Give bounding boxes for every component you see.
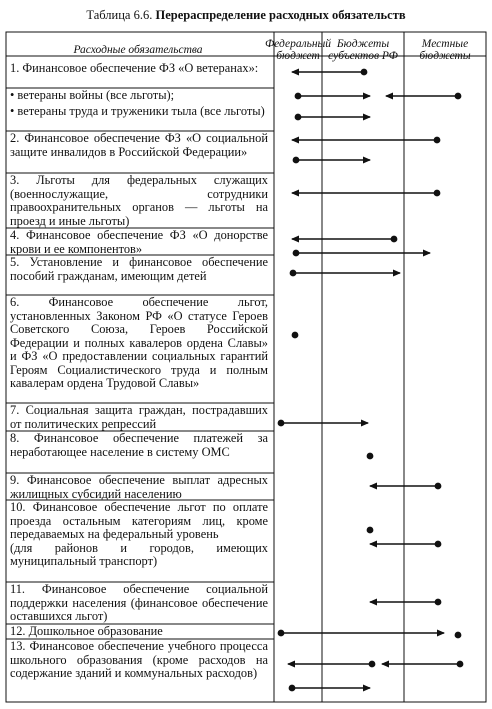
row-1a-text: • ветераны войны (все льготы); <box>10 88 175 102</box>
dot-row-5 <box>290 270 295 275</box>
dot-row-11 <box>435 599 440 604</box>
dot-row-13a <box>369 661 374 666</box>
row-4-text: 4. Финансовое обеспечение ФЗ «О донорстве крови и ее компонентов» <box>10 228 268 256</box>
header-federal: Федеральный бюджет <box>264 38 332 62</box>
row-8-text: 8. Финансовое обеспечение платежей за неработающее население в систему ОМС <box>10 431 268 459</box>
row-6-text: 6. Финансовое обеспечение льгот, установленных Законом РФ «О статусе Героев Советского Союза, Героев Российской Федерации и полных кавалеров ордена Славы» и ФЗ «О предоставлении социальных гарантий Героям Социалистического труда и полным кавалерам ордена Трудовой Славы» <box>10 295 268 390</box>
dot-row-3 <box>434 190 439 195</box>
dot-row-13b <box>457 661 462 666</box>
row-9-text: 9. Финансовое обеспечение выплат адресных жилищных субсидий населению <box>10 473 268 501</box>
dot-row-1 <box>361 69 366 74</box>
dot-row-13c <box>289 685 294 690</box>
dot-row-7 <box>278 420 283 425</box>
dot-row-1a-federal <box>295 93 300 98</box>
row-5-text: 5. Установление и финансовое обеспечение пособий гражданам, имеющим детей <box>10 255 268 283</box>
dot-row-9 <box>435 483 440 488</box>
table-number: Таблица 6.6. <box>86 8 153 22</box>
header-local: Местные бюджеты <box>419 38 471 62</box>
dot-row-12-federal <box>278 630 283 635</box>
dot-row-8 <box>367 453 372 458</box>
table-title: Перераспределение расходных обязательств <box>155 8 406 22</box>
dot-row-2b <box>293 157 298 162</box>
row-7-text: 7. Социальная защита граждан, пострадавших от политических репрессий <box>10 403 268 431</box>
dot-row-1a-local <box>455 93 460 98</box>
dot-row-6 <box>292 332 297 337</box>
row-2-text: 2. Финансовое обеспечение ФЗ «О социальной защите инвалидов в Российской Федерации» <box>10 131 268 159</box>
row-1b-text: • ветераны труда и труженики тыла (все льготы) <box>10 104 265 118</box>
row-11-text: 11. Финансовое обеспечение социальной поддержки населения (финансовое обеспечение оставшихся льгот) <box>10 582 268 623</box>
dot-row-10b <box>435 541 440 546</box>
dot-row-12-local <box>455 632 460 637</box>
dot-row-10a <box>367 527 372 532</box>
header-regional: Бюджеты субъектов РФ <box>328 38 398 62</box>
row-13-text: 13. Финансовое обеспечение учебного процесса школьного образования (кроме расходов на содержание зданий и коммунальных расходов) <box>10 639 268 680</box>
row-12-text: 12. Дошкольное образование <box>10 624 163 638</box>
row-10-text: 10. Финансовое обеспечение льгот по оплате проезда остальным категориям лиц, кроме передаваемых на федеральный уровень (для районов и городов, имеющих муниципальный транспорт) <box>10 500 268 568</box>
dot-row-1b <box>295 114 300 119</box>
row-1-text: 1. Финансовое обеспечение ФЗ «О ветеранах»: <box>10 61 259 75</box>
dot-row-4b <box>293 250 298 255</box>
header-obligations: Расходные обязательства <box>73 44 203 56</box>
row-3-text: 3. Льготы для федеральных служащих (военнослужащие, сотрудники правоохранительных органов — льготы на проезд и иные льготы) <box>10 173 268 228</box>
dot-row-4a <box>391 236 396 241</box>
dot-row-2a <box>434 137 439 142</box>
